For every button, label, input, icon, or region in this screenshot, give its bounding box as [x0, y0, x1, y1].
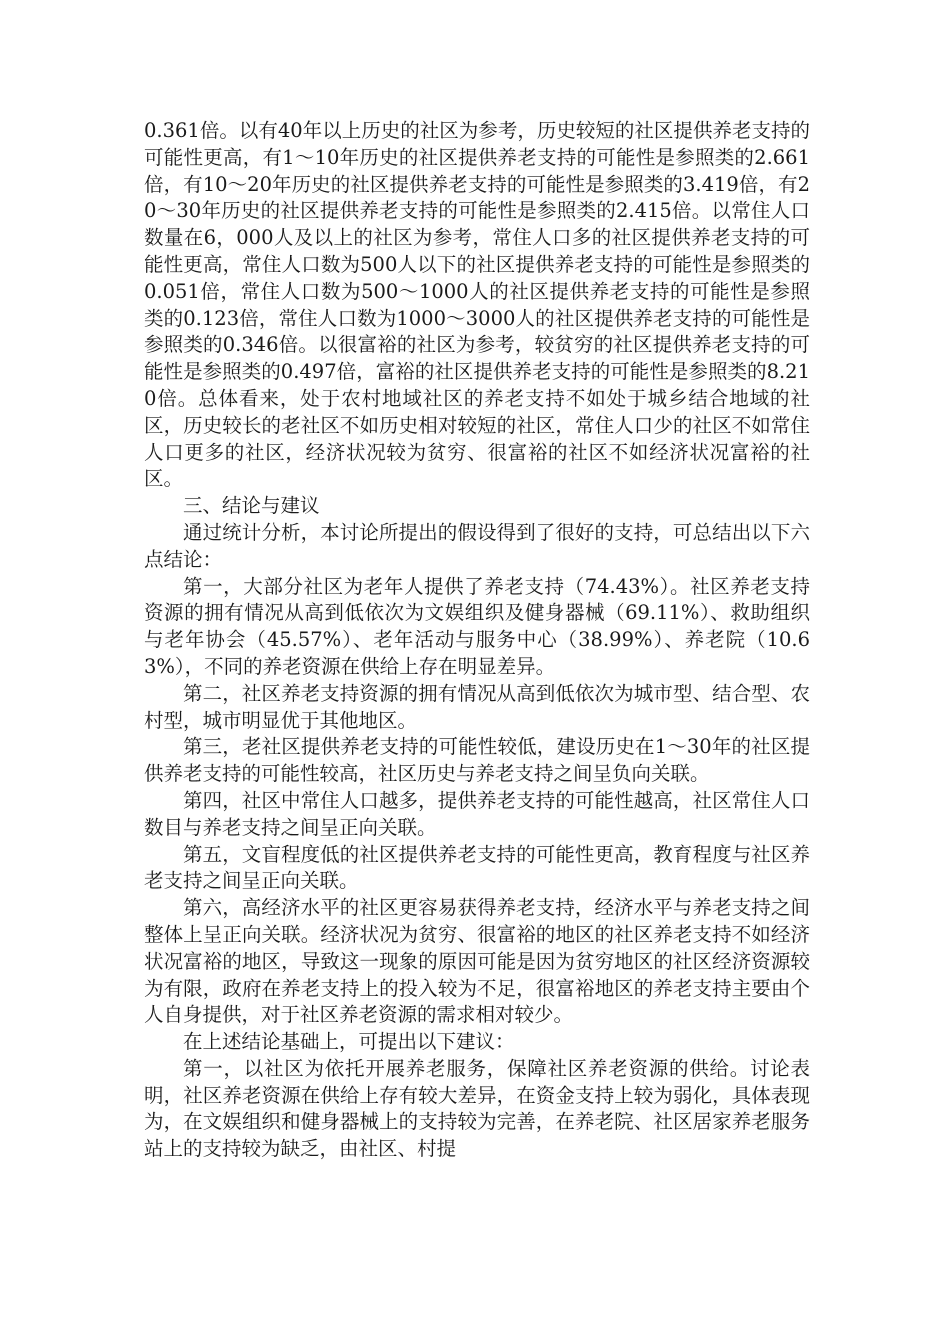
paragraph-conclusion-6: 第六，高经济水平的社区更容易获得养老支持，经济水平与养老支持之间整体上呈正向关联。经济状况为贫穷、很富裕的地区的社区养老支持不如经济状况富裕的地区，导致这一现象的原因可能是因为贫穷地区的社区经济资源较为有限，政府在养老支持上的投入较为不足，很富裕地区的养老支持主要由个人自身提供，对于社区养老资源的需求相对较少。	[144, 896, 810, 1027]
section-heading-conclusions: 三、结论与建议	[183, 494, 320, 518]
paragraph-conclusion-4: 第四，社区中常住人口越多，提供养老支持的可能性越高，社区常住人口数目与养老支持之间呈正向关联。	[144, 788, 810, 839]
paragraph-suggestion-intro: 在上述结论基础上，可提出以下建议：	[183, 1030, 515, 1054]
document-body	[144, 118, 810, 1163]
paragraph-conclusion-1: 第一，大部分社区为老年人提供了养老支持（74.43%）。社区养老支持资源的拥有情况从高到低依次为文娱组织及健身器械（69.11%）、救助组织与老年协会（45.57%）、老年活动与服务中心（38.99%）、养老院（10.63%），不同的养老资源在供给上存在明显差异。	[144, 574, 810, 678]
paragraph-conclusion-5: 第五，文盲程度低的社区提供养老支持的可能性更高，教育程度与社区养老支持之间呈正向关联。	[144, 842, 810, 893]
paragraph-conclusion-3: 第三，老社区提供养老支持的可能性较低，建设历史在1～30年的社区提供养老支持的可能性较高，社区历史与养老支持之间呈负向关联。	[144, 735, 810, 786]
paragraph-conclusion-intro: 通过统计分析，本讨论所提出的假设得到了很好的支持，可总结出以下六点结论：	[144, 520, 810, 571]
paragraph-regression-results: 0.361倍。以有40年以上历史的社区为参考，历史较短的社区提供养老支持的可能性更高，有1～10年历史的社区提供养老支持的可能性是参照类的2.661倍，有10～20年历史的社区提供养老支持的可能性是参照类的3.419倍，有20～30年历史的社区提供养老支持的可能性是参照类的2.415倍。以常住人口数量在6，000人及以上的社区为参考，常住人口多的社区提供养老支持的可能性更高，常住人口数为500人以下的社区提供养老支持的可能性是参照类的0.051倍，常住人口数为500～1000人的社区提供养老支持的可能性是参照类的0.123倍，常住人口数为1000～3000人的社区提供养老支持的可能性是参照类的0.346倍。以很富裕的社区为参考，较贫穷的社区提供养老支持的可能性是参照类的0.497倍，富裕的社区提供养老支持的可能性是参照类的8.210倍。总体看来，处于农村地域社区的养老支持不如处于城乡结合地域的社区，历史较长的老社区不如历史相对较短的社区，常住人口少的社区不如常住人口更多的社区，经济状况较为贫穷、很富裕的社区不如经济状况富裕的社区。	[144, 119, 810, 491]
paragraph-conclusion-2: 第二，社区养老支持资源的拥有情况从高到低依次为城市型、结合型、农村型，城市明显优于其他地区。	[144, 681, 810, 732]
paragraph-suggestion-1: 第一，以社区为依托开展养老服务，保障社区养老资源的供给。讨论表明，社区养老资源在供给上存有较大差异，在资金支持上较为弱化，具体表现为，在文娱组织和健身器械上的支持较为完善，在养老院、社区居家养老服务站上的支持较为缺乏，由社区、村提	[144, 1056, 810, 1161]
